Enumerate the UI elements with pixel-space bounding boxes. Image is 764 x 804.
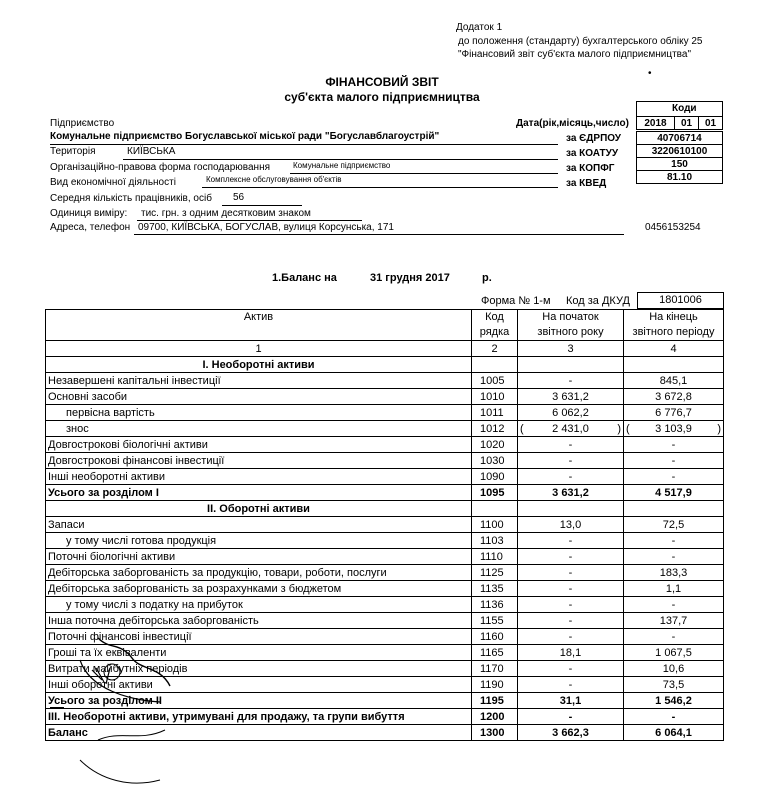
row-name: Поточні біологічні активи — [46, 549, 472, 565]
appendix-line-3: "Фінансовий звіт суб'єкта малого підприємництва" — [458, 49, 691, 60]
id-codes-table — [636, 131, 723, 184]
row-end-value: 3 672,8 — [624, 389, 724, 405]
row-code: 1090 — [472, 469, 518, 485]
row-name: первісна вартість — [46, 405, 472, 421]
row-end-value: - — [624, 549, 724, 565]
row-name: Витрати майбутніх періодів — [46, 661, 472, 677]
row-start-value: ( 2 431,0 ) — [518, 421, 624, 437]
kved-value: 81.10 — [637, 171, 723, 184]
row-code: 1095 — [472, 485, 518, 501]
activity-value: Комплексне обслуговування об'єктів — [206, 175, 342, 184]
row-name: Дебіторська заборгованість за продукцію, товари, роботи, послуги — [46, 565, 472, 581]
dkud-value: 1801006 — [637, 292, 724, 309]
row-start-value: - — [518, 709, 624, 725]
row-start-value: - — [518, 597, 624, 613]
row-name: Гроші та їх еквіваленти — [46, 645, 472, 661]
report-subtitle: суб'єкта малого підприємництва — [284, 90, 480, 104]
row-code: 1300 — [472, 725, 518, 741]
row-code: 1125 — [472, 565, 518, 581]
table-row — [46, 613, 724, 629]
row-code: 1170 — [472, 661, 518, 677]
row-code: 1110 — [472, 549, 518, 565]
table-row — [46, 421, 724, 437]
column-number-row: 1 2 3 4 — [46, 341, 724, 357]
row-start-value: - — [518, 629, 624, 645]
row-code: 1012 — [472, 421, 518, 437]
row-name: Усього за розділом І — [46, 485, 472, 501]
row-code: 1103 — [472, 533, 518, 549]
legal-form-value: Комунальне підприємство — [293, 161, 391, 170]
dkud-label: Код за ДКУД — [566, 295, 630, 307]
row-end-value: - — [624, 533, 724, 549]
address-value: 09700, КИЇВСЬКА, БОГУСЛАВ, вулиця Корсунська, 171 — [138, 222, 394, 233]
row-end-value: 4 517,9 — [624, 485, 724, 501]
kved-label: за КВЕД — [566, 178, 607, 189]
territory-value: КИЇВСЬКА — [127, 146, 176, 157]
row-end-value: 1 067,5 — [624, 645, 724, 661]
appendix-line-1: Додаток 1 — [456, 22, 503, 33]
row-end-value: 137,7 — [624, 613, 724, 629]
employees-value: 56 — [233, 192, 245, 203]
row-code: 1020 — [472, 437, 518, 453]
row-start-value: 6 062,2 — [518, 405, 624, 421]
row-code: 1100 — [472, 517, 518, 533]
activity-label: Вид економічної діяльності — [50, 177, 176, 188]
territory-label: Територія — [50, 146, 96, 157]
row-code: 1165 — [472, 645, 518, 661]
row-end-value: - — [624, 629, 724, 645]
row-code: 1011 — [472, 405, 518, 421]
date-day: 01 — [699, 117, 723, 130]
section-1-title: І. Необоротні активи — [46, 357, 472, 373]
row-start-value: - — [518, 549, 624, 565]
row-start-value: 3 631,2 — [518, 485, 624, 501]
table-row — [46, 549, 724, 565]
row-start-value: - — [518, 469, 624, 485]
enterprise-label: Підприємство — [50, 118, 115, 129]
row-start-value: - — [518, 373, 624, 389]
row-end-value: 10,6 — [624, 661, 724, 677]
section-2-row — [46, 501, 724, 517]
col-header-start: На початок звітного року — [518, 310, 624, 341]
row-start-value: 31,1 — [518, 693, 624, 709]
row-code: 1195 — [472, 693, 518, 709]
row-start-value: - — [518, 677, 624, 693]
row-name: у тому числі з податку на прибуток — [46, 597, 472, 613]
row-name: Поточні фінансові інвестиції — [46, 629, 472, 645]
row-name: Запаси — [46, 517, 472, 533]
row-end-value: 73,5 — [624, 677, 724, 693]
date-year: 2018 — [637, 117, 675, 130]
row-end-value: 6 064,1 — [624, 725, 724, 741]
col-header-end: На кінець звітного періоду — [624, 310, 724, 341]
table-row — [46, 373, 724, 389]
row-code: 1200 — [472, 709, 518, 725]
row-start-value: 3 662,3 — [518, 725, 624, 741]
table-row — [46, 453, 724, 469]
row-name: Довгострокові фінансові інвестиції — [46, 453, 472, 469]
row-name: Основні засоби — [46, 389, 472, 405]
edrpou-value: 40706714 — [637, 132, 723, 145]
phone-value: 0456153254 — [645, 222, 701, 233]
codes-header-box — [636, 101, 723, 116]
table-row — [46, 597, 724, 613]
table-row — [46, 469, 724, 485]
unit-value: тис. грн. з одним десятковим знаком — [141, 208, 311, 219]
balance-title-date: 31 грудня 2017 — [370, 272, 450, 284]
table-row — [46, 565, 724, 581]
table-row — [46, 405, 724, 421]
row-start-value: - — [518, 453, 624, 469]
row-name: ІІІ. Необоротні активи, утримувані для продажу, та групи вибуття — [46, 709, 472, 725]
kopfg-value: 150 — [637, 158, 723, 171]
unit-label: Одиниця виміру: — [50, 208, 128, 219]
row-end-value: - — [624, 597, 724, 613]
row-name: Інші оборотні активи — [46, 677, 472, 693]
table-row — [46, 485, 724, 501]
form-label: Форма № 1-м — [481, 295, 551, 307]
row-end-value: 1 546,2 — [624, 693, 724, 709]
enterprise-name: Комунальне підприємство Богуславської міської ради "Богуславблагоустрій" — [50, 131, 440, 142]
col-header-asset: Актив — [46, 310, 472, 341]
row-end-value: - — [624, 437, 724, 453]
table-row — [46, 581, 724, 597]
kopfg-label: за КОПФГ — [566, 163, 615, 174]
section-1-row — [46, 357, 724, 373]
codes-label: Коди — [672, 103, 697, 114]
row-end-value: - — [624, 709, 724, 725]
row-code: 1190 — [472, 677, 518, 693]
table-row — [46, 437, 724, 453]
row-name: у тому числі готова продукція — [46, 533, 472, 549]
row-start-value: - — [518, 437, 624, 453]
date-month: 01 — [675, 117, 699, 130]
balance-title-suffix: р. — [482, 272, 492, 284]
row-name: Інші необоротні активи — [46, 469, 472, 485]
row-code: 1136 — [472, 597, 518, 613]
date-codes-table — [636, 116, 723, 130]
section-2-title: ІІ. Оборотні активи — [46, 501, 472, 517]
row-start-value: 18,1 — [518, 645, 624, 661]
stamp-scribble — [40, 630, 220, 804]
row-name: Дебіторська заборгованість за розрахунками з бюджетом — [46, 581, 472, 597]
row-code: 1030 — [472, 453, 518, 469]
row-code: 1160 — [472, 629, 518, 645]
col-header-code: Код рядка — [472, 310, 518, 341]
row-start-value: - — [518, 613, 624, 629]
table-row — [46, 517, 724, 533]
row-end-value: 72,5 — [624, 517, 724, 533]
row-start-value: - — [518, 661, 624, 677]
employees-label: Середня кількість працівників, осіб — [50, 193, 212, 204]
row-code: 1010 — [472, 389, 518, 405]
row-code: 1155 — [472, 613, 518, 629]
row-start-value: - — [518, 581, 624, 597]
koatuu-label: за КОАТУУ — [566, 148, 619, 159]
balance-title-prefix: 1.Баланс на — [272, 272, 337, 284]
table-header-row — [46, 310, 724, 341]
row-end-value: 1,1 — [624, 581, 724, 597]
row-start-value: - — [518, 565, 624, 581]
row-name: Довгострокові біологічні активи — [46, 437, 472, 453]
address-label: Адреса, телефон — [50, 222, 131, 233]
row-end-value: ( 3 103,9 ) — [624, 421, 724, 437]
row-code: 1135 — [472, 581, 518, 597]
row-end-value: - — [624, 453, 724, 469]
row-start-value: - — [518, 533, 624, 549]
date-label: Дата(рік,місяць,число) — [516, 118, 629, 129]
mark-dot: • — [648, 68, 652, 79]
legal-form-label: Організаційно-правова форма господарювання — [50, 162, 270, 173]
row-code: 1005 — [472, 373, 518, 389]
table-row — [46, 389, 724, 405]
row-name: Незавершені капітальні інвестиції — [46, 373, 472, 389]
row-end-value: 6 776,7 — [624, 405, 724, 421]
row-name: знос — [46, 421, 472, 437]
table-row — [46, 533, 724, 549]
row-start-value: 3 631,2 — [518, 389, 624, 405]
edrpou-label: за ЄДРПОУ — [566, 133, 622, 144]
row-end-value: 845,1 — [624, 373, 724, 389]
report-title: ФІНАНСОВИЙ ЗВІТ — [325, 75, 439, 89]
row-end-value: 183,3 — [624, 565, 724, 581]
row-name: Інша поточна дебіторська заборгованість — [46, 613, 472, 629]
row-name: Баланс — [46, 725, 472, 741]
koatuu-value: 3220610100 — [637, 145, 723, 158]
appendix-line-2: до положення (стандарту) бухгалтерського обліку 25 — [458, 36, 703, 47]
row-start-value: 13,0 — [518, 517, 624, 533]
row-end-value: - — [624, 469, 724, 485]
row-name: Усього за розділом ІІ — [46, 693, 472, 709]
